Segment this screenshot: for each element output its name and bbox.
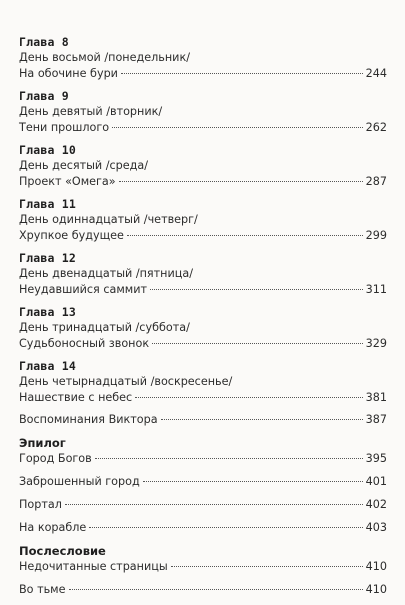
chapter-title: Проект «Омега»	[19, 175, 116, 188]
entry-title: Город Богов	[19, 452, 92, 465]
chapter-day: День одиннадцатый /четверг/	[19, 213, 198, 226]
toc-entry	[19, 582, 387, 598]
section-heading: Эпилог	[19, 436, 66, 450]
page-number: 287	[365, 175, 387, 188]
section-heading: Послесловие	[19, 544, 106, 558]
toc-entry	[19, 497, 387, 513]
page-number: 311	[365, 283, 387, 296]
chapter-10	[19, 142, 387, 190]
toc-entry	[19, 282, 387, 298]
toc-entry	[19, 174, 387, 190]
chapter-day: День десятый /среда/	[19, 159, 149, 172]
chapter-heading: Глава 9	[19, 89, 69, 103]
chapter-day: День четырнадцатый /воскресенье/	[19, 375, 233, 388]
chapter-title: Нашествие с небес	[19, 391, 133, 404]
chapter-heading: Глава 12	[19, 251, 76, 265]
chapter-heading: Глава 11	[19, 197, 76, 211]
chapter-day: День восьмой /понедельник/	[19, 51, 190, 64]
toc-entry	[19, 474, 387, 490]
page-number: 262	[365, 121, 387, 134]
page-number: 410	[365, 583, 387, 596]
toc-entry	[19, 451, 387, 467]
entry-title: На корабле	[19, 521, 87, 534]
page-number: 244	[365, 67, 387, 80]
page-number: 395	[365, 452, 387, 465]
toc-entry	[19, 559, 387, 575]
chapter-heading: Глава 13	[19, 305, 76, 319]
dot-leader	[152, 343, 363, 344]
chapter-8	[19, 34, 387, 82]
chapter-11	[19, 196, 387, 244]
dot-leader	[89, 527, 362, 528]
chapter-day: День тринадцатый /суббота/	[19, 321, 190, 334]
page-number: 329	[365, 337, 387, 350]
chapter-day: День девятый /вторник/	[19, 105, 163, 118]
chapter-heading: Глава 14	[19, 359, 76, 373]
dot-leader	[127, 235, 363, 236]
dot-leader	[112, 127, 363, 128]
dot-leader	[135, 397, 362, 398]
dot-leader	[119, 181, 363, 182]
page-number: 387	[365, 413, 387, 426]
page-number: 299	[365, 229, 387, 242]
entry-title: Недочитанные страницы	[19, 560, 168, 573]
entry-title: Портал	[19, 498, 62, 511]
chapter-9	[19, 88, 387, 136]
page-number: 401	[365, 475, 387, 488]
page-number: 381	[365, 391, 387, 404]
toc-entry-memories	[19, 412, 387, 428]
chapter-13	[19, 304, 387, 352]
chapter-title: Неудавшийся саммит	[19, 283, 147, 296]
toc-entry	[19, 228, 387, 244]
dot-leader	[161, 419, 363, 420]
page-number: 410	[365, 560, 387, 573]
page-number: 402	[365, 498, 387, 511]
chapter-title: Судьбоносный звонок	[19, 337, 150, 350]
chapter-title: Тени прошлого	[19, 121, 110, 134]
dot-leader	[171, 566, 363, 567]
toc-entry	[19, 336, 387, 352]
entry-title: Во тьме	[19, 583, 66, 596]
entry-title: Воспоминания Виктора	[19, 413, 158, 426]
dot-leader	[121, 73, 363, 74]
page-number: 403	[365, 521, 387, 534]
chapter-12	[19, 250, 387, 298]
dot-leader	[65, 504, 363, 505]
chapter-title: Хрупкое будущее	[19, 229, 124, 242]
chapter-heading: Глава 10	[19, 143, 76, 157]
entry-title: Заброшенный город	[19, 475, 140, 488]
toc-entry	[19, 120, 387, 136]
dot-leader	[143, 481, 363, 482]
table-of-contents	[19, 34, 387, 605]
toc-entry	[19, 66, 387, 82]
toc-entry	[19, 520, 387, 536]
chapter-heading: Глава 8	[19, 35, 69, 49]
dot-leader	[150, 289, 363, 290]
chapter-14	[19, 358, 387, 406]
epilogue-section	[19, 435, 387, 536]
dot-leader	[95, 458, 363, 459]
chapter-day: День двенадцатый /пятница/	[19, 267, 194, 280]
chapter-title: На обочине бури	[19, 67, 118, 80]
toc-entry	[19, 390, 387, 406]
